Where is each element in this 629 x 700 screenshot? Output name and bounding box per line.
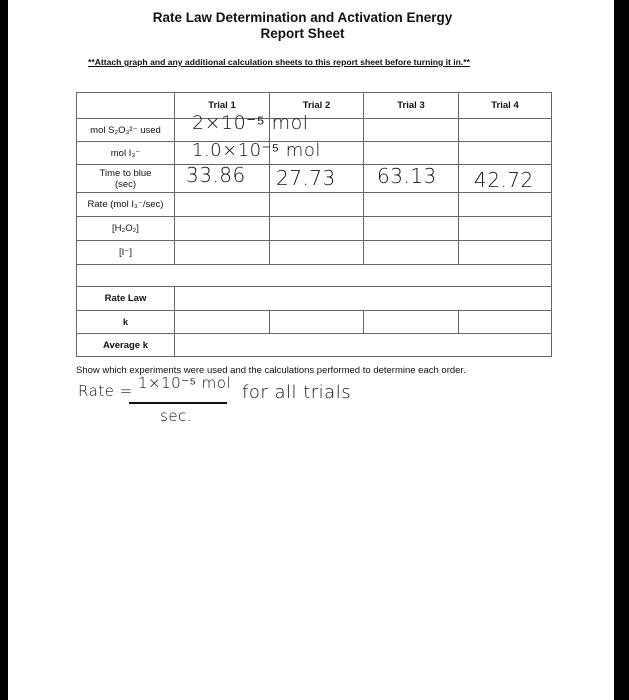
header-trial-4: Trial 4 [459, 93, 552, 119]
handwritten-rate-denominator: sec. [160, 407, 193, 425]
row-s2o3 [77, 119, 552, 142]
label-k: k [77, 311, 175, 334]
handwritten-time-trial-2: 27.73 [276, 166, 336, 190]
header-trial-3: Trial 3 [364, 93, 459, 119]
instructions-text: Show which experiments were used and the calculations performed to determine each order. [76, 365, 466, 376]
average-k-value [175, 334, 552, 357]
label-time-line2: (sec) [114, 178, 137, 190]
row-rate-law [77, 287, 552, 311]
label-h2o2: [H₂O₂] [77, 217, 175, 241]
handwritten-s2o3: 2×10⁻⁵ mol [192, 112, 309, 134]
fraction-bar [129, 402, 227, 404]
handwritten-rate-lhs: Rate = [78, 382, 133, 400]
handwritten-time-trial-1: 33.86 [186, 163, 246, 187]
data-table [76, 92, 552, 357]
attach-note: **Attach graph and any additional calculation sheets to this report sheet before turning it in.** [88, 57, 470, 67]
row-k [77, 311, 552, 334]
handwritten-note: for all trials [242, 382, 352, 403]
row-blank [77, 265, 552, 287]
label-s2o3: mol S₂O₃²⁻ used [77, 119, 175, 142]
header-trial-2: Trial 2 [270, 93, 364, 119]
rate-law-value [175, 287, 552, 311]
title-line-2: Report Sheet [260, 26, 345, 41]
row-average-k [77, 334, 552, 357]
label-i3: mol I₃⁻ [77, 142, 175, 165]
page-title [0, 10, 613, 42]
label-rate: Rate (mol I₃⁻/sec) [77, 193, 175, 217]
label-average-k: Average k [77, 334, 175, 357]
label-time-line1: Time to blue [99, 167, 152, 179]
row-h2o2 [77, 217, 552, 241]
row-iodide [77, 241, 552, 265]
row-rate [77, 193, 552, 217]
label-time [77, 165, 175, 193]
header-trial-1: Trial 1 [175, 93, 270, 119]
header-blank [77, 93, 175, 119]
label-rate-law: Rate Law [77, 287, 175, 311]
title-line-1: Rate Law Determination and Activation Energy [152, 10, 453, 25]
label-iodide: [I⁻] [77, 241, 175, 265]
header-row [77, 93, 552, 119]
handwritten-time-trial-3: 63.13 [377, 164, 437, 188]
handwritten-rate-numerator: 1×10⁻⁵ mol [138, 374, 232, 392]
handwritten-i3: 1.0×10⁻⁵ mol [192, 140, 321, 161]
handwritten-time-trial-4: 42.72 [474, 168, 534, 192]
